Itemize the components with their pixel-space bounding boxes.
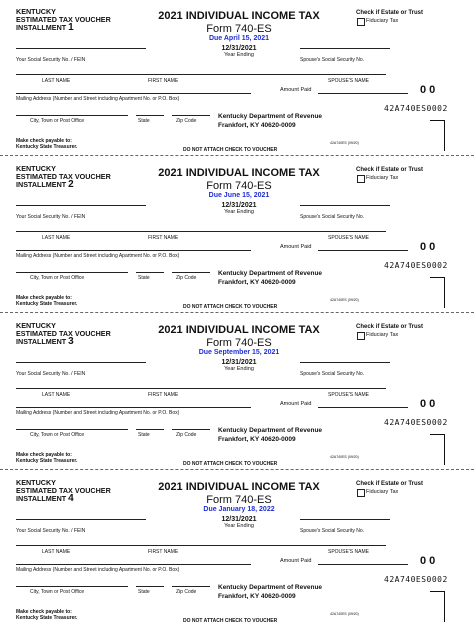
header-installment: [16, 24, 111, 32]
last-name-label: LAST NAME: [42, 392, 71, 398]
year-end-date: 12/31/2021: [221, 359, 257, 366]
payment-voucher: [0, 314, 474, 468]
installment-label: INSTALLMENT: [16, 180, 67, 189]
estate-trust-label: Check if Estate or Trust: [356, 324, 424, 330]
fiduciary-checkbox[interactable]: [357, 489, 365, 497]
due-date: Due January 18, 2022: [203, 506, 275, 513]
spouse-name-label: SPOUSE'S NAME: [328, 549, 369, 555]
spouse-name-label: SPOUSE'S NAME: [328, 78, 369, 84]
scan-line-code: 42A740ES0002: [384, 418, 448, 427]
payable-line2: Kentucky State Treasurer.: [16, 615, 78, 621]
name-field[interactable]: [16, 545, 386, 546]
address-label: Mailing Address (Number and Street including Apartment No. or P.O. Box): [16, 96, 180, 102]
fiduciary-checkbox[interactable]: [357, 18, 365, 26]
fiduciary-label: Fiduciary Tax: [366, 489, 399, 495]
cents-digits: 0 0: [420, 84, 436, 96]
do-not-attach-notice: DO NOT ATTACH CHECK TO VOUCHER: [183, 304, 278, 310]
amount-paid-label: Amount Paid: [280, 401, 312, 407]
payment-voucher: [0, 0, 474, 154]
spouse-name-label: SPOUSE'S NAME: [328, 235, 369, 241]
cents-digits: 0 0: [420, 555, 436, 567]
zip-field[interactable]: [172, 272, 210, 273]
state-field[interactable]: [136, 115, 164, 116]
installment-label: INSTALLMENT: [16, 23, 67, 32]
form-revision-code: 42A740ES (09/20): [330, 141, 359, 145]
zip-label: Zip Code: [176, 432, 197, 438]
do-not-attach-notice: DO NOT ATTACH CHECK TO VOUCHER: [183, 618, 278, 624]
payable-instructions: [16, 138, 77, 150]
year-end-date: 12/31/2021: [221, 202, 257, 209]
voucher-title: 2021 INDIVIDUAL INCOME TAX: [158, 167, 320, 179]
installment-number: 1: [68, 22, 74, 33]
address-field[interactable]: [16, 564, 251, 565]
cents-digits: 0 0: [420, 241, 436, 253]
city-label: City, Town or Post Office: [30, 118, 85, 124]
cents-digits: 0 0: [420, 398, 436, 410]
first-name-label: FIRST NAME: [148, 78, 179, 84]
spouse-ssn-field[interactable]: [300, 519, 390, 520]
year-end-date: 12/31/2021: [221, 45, 257, 52]
zip-label: Zip Code: [176, 118, 197, 124]
state-field[interactable]: [136, 586, 164, 587]
estate-trust-label: Check if Estate or Trust: [356, 167, 424, 173]
dept-city: Frankfort, KY 40620-0009: [218, 279, 296, 286]
voucher-header: [16, 479, 111, 503]
do-not-attach-notice: DO NOT ATTACH CHECK TO VOUCHER: [183, 461, 278, 467]
state-label: State: [138, 118, 150, 124]
header-state: KENTUCKY: [16, 7, 56, 16]
payment-voucher: [0, 157, 474, 311]
year-ending-label: Year Ending: [224, 52, 254, 58]
form-revision-code: 42A740ES (09/20): [330, 455, 359, 459]
header-voucher-type: ESTIMATED TAX VOUCHER: [16, 486, 111, 495]
header-installment: [16, 338, 111, 346]
dept-city: Frankfort, KY 40620-0009: [218, 436, 296, 443]
corner-bracket-mark: [430, 434, 445, 465]
mailing-address-block: [218, 583, 322, 601]
address-label: Mailing Address (Number and Street including Apartment No. or P.O. Box): [16, 410, 180, 416]
due-date: Due September 15, 2021: [198, 349, 280, 356]
city-label: City, Town or Post Office: [30, 432, 85, 438]
due-date: Due June 15, 2021: [208, 192, 270, 199]
installment-number: 2: [68, 179, 74, 190]
spouse-name-label: SPOUSE'S NAME: [328, 392, 369, 398]
do-not-attach-notice: DO NOT ATTACH CHECK TO VOUCHER: [183, 147, 278, 153]
address-field[interactable]: [16, 250, 251, 251]
spouse-ssn-field[interactable]: [300, 205, 390, 206]
amount-paid-label: Amount Paid: [280, 244, 312, 250]
dept-name: Kentucky Department of Revenue: [218, 270, 323, 277]
state-label: State: [138, 589, 150, 595]
ssn-field[interactable]: [16, 519, 146, 520]
ssn-field[interactable]: [16, 205, 146, 206]
amount-paid-label: Amount Paid: [280, 87, 312, 93]
payable-line2: Kentucky State Treasurer.: [16, 458, 78, 464]
dept-city: Frankfort, KY 40620-0009: [218, 122, 296, 129]
first-name-label: FIRST NAME: [148, 549, 179, 555]
installment-label: INSTALLMENT: [16, 337, 67, 346]
amount-field[interactable]: [318, 407, 408, 408]
estate-trust-label: Check if Estate or Trust: [356, 481, 424, 487]
payable-line1: Make check payable to:: [16, 609, 72, 615]
payment-voucher: [0, 471, 474, 625]
installment-label: INSTALLMENT: [16, 494, 67, 503]
mailing-address-block: [218, 426, 322, 444]
amount-field[interactable]: [318, 250, 408, 251]
ssn-label: Your Social Security No. / FEIN: [16, 57, 86, 63]
name-field[interactable]: [16, 231, 386, 232]
state-label: State: [138, 275, 150, 281]
address-label: Mailing Address (Number and Street including Apartment No. or P.O. Box): [16, 567, 180, 573]
scan-line-code: 42A740ES0002: [384, 261, 448, 270]
voucher-header: [16, 165, 111, 189]
dept-city: Frankfort, KY 40620-0009: [218, 593, 296, 600]
amount-field[interactable]: [318, 93, 408, 94]
address-field[interactable]: [16, 407, 251, 408]
spouse-ssn-label: Spouse's Social Security No.: [300, 57, 365, 63]
last-name-label: LAST NAME: [42, 78, 71, 84]
dept-name: Kentucky Department of Revenue: [218, 584, 323, 591]
amount-paid-label: Amount Paid: [280, 558, 312, 564]
fiduciary-label: Fiduciary Tax: [366, 332, 399, 338]
fiduciary-label: Fiduciary Tax: [366, 18, 399, 24]
city-field[interactable]: [16, 115, 128, 116]
form-name: Form 740-ES: [206, 494, 272, 506]
dept-name: Kentucky Department of Revenue: [218, 427, 323, 434]
form-name: Form 740-ES: [206, 23, 272, 35]
payable-line1: Make check payable to:: [16, 452, 72, 458]
city-field[interactable]: [16, 429, 128, 430]
state-field[interactable]: [136, 429, 164, 430]
zip-field[interactable]: [172, 115, 210, 116]
year-ending-label: Year Ending: [224, 366, 254, 372]
fiduciary-checkbox[interactable]: [357, 175, 365, 183]
header-state: KENTUCKY: [16, 164, 56, 173]
ssn-field[interactable]: [16, 362, 146, 363]
address-field[interactable]: [16, 93, 251, 94]
voucher-header: [16, 322, 111, 346]
name-field[interactable]: [16, 388, 386, 389]
city-field[interactable]: [16, 272, 128, 273]
payable-instructions: [16, 609, 77, 621]
spouse-ssn-field[interactable]: [300, 362, 390, 363]
header-voucher-type: ESTIMATED TAX VOUCHER: [16, 172, 111, 181]
ssn-label: Your Social Security No. / FEIN: [16, 371, 86, 377]
payable-instructions: [16, 295, 77, 307]
due-date: Due April 15, 2021: [208, 35, 270, 42]
spouse-ssn-label: Spouse's Social Security No.: [300, 214, 365, 220]
ssn-field[interactable]: [16, 48, 146, 49]
last-name-label: LAST NAME: [42, 235, 71, 241]
spouse-ssn-label: Spouse's Social Security No.: [300, 371, 365, 377]
header-installment: [16, 181, 111, 189]
perforation-line: [0, 469, 474, 470]
installment-number: 4: [68, 493, 74, 504]
form-revision-code: 42A740ES (09/20): [330, 298, 359, 302]
corner-bracket-mark: [430, 591, 445, 622]
year-ending-label: Year Ending: [224, 209, 254, 215]
voucher-header: [16, 8, 111, 32]
corner-bracket-mark: [430, 277, 445, 308]
spouse-ssn-field[interactable]: [300, 48, 390, 49]
ssn-label: Your Social Security No. / FEIN: [16, 214, 86, 220]
zip-label: Zip Code: [176, 589, 197, 595]
last-name-label: LAST NAME: [42, 549, 71, 555]
address-label: Mailing Address (Number and Street including Apartment No. or P.O. Box): [16, 253, 180, 259]
ssn-label: Your Social Security No. / FEIN: [16, 528, 86, 534]
form-name: Form 740-ES: [206, 180, 272, 192]
form-revision-code: 42A740ES (09/20): [330, 612, 359, 616]
scan-line-code: 42A740ES0002: [384, 104, 448, 113]
voucher-title: 2021 INDIVIDUAL INCOME TAX: [158, 324, 320, 336]
voucher-title: 2021 INDIVIDUAL INCOME TAX: [158, 481, 320, 493]
name-field[interactable]: [16, 74, 386, 75]
header-state: KENTUCKY: [16, 478, 56, 487]
city-label: City, Town or Post Office: [30, 275, 85, 281]
scan-line-code: 42A740ES0002: [384, 575, 448, 584]
payable-line1: Make check payable to:: [16, 138, 72, 144]
dept-name: Kentucky Department of Revenue: [218, 113, 323, 120]
header-state: KENTUCKY: [16, 321, 56, 330]
state-label: State: [138, 432, 150, 438]
corner-bracket-mark: [430, 120, 445, 151]
payable-instructions: [16, 452, 77, 464]
perforation-line: [0, 312, 474, 313]
payable-line2: Kentucky State Treasurer.: [16, 144, 78, 150]
zip-field[interactable]: [172, 586, 210, 587]
perforation-line: [0, 155, 474, 156]
spouse-ssn-label: Spouse's Social Security No.: [300, 528, 365, 534]
header-voucher-type: ESTIMATED TAX VOUCHER: [16, 15, 111, 24]
estate-trust-label: Check if Estate or Trust: [356, 10, 424, 16]
mailing-address-block: [218, 112, 322, 130]
state-field[interactable]: [136, 272, 164, 273]
fiduciary-label: Fiduciary Tax: [366, 175, 399, 181]
voucher-title: 2021 INDIVIDUAL INCOME TAX: [158, 10, 320, 22]
mailing-address-block: [218, 269, 322, 287]
first-name-label: FIRST NAME: [148, 392, 179, 398]
year-ending-label: Year Ending: [224, 523, 254, 529]
city-field[interactable]: [16, 586, 128, 587]
header-installment: [16, 495, 111, 503]
form-name: Form 740-ES: [206, 337, 272, 349]
payable-line2: Kentucky State Treasurer.: [16, 301, 78, 307]
year-end-date: 12/31/2021: [221, 516, 257, 523]
city-label: City, Town or Post Office: [30, 589, 85, 595]
amount-field[interactable]: [318, 564, 408, 565]
zip-field[interactable]: [172, 429, 210, 430]
installment-number: 3: [68, 336, 74, 347]
header-voucher-type: ESTIMATED TAX VOUCHER: [16, 329, 111, 338]
zip-label: Zip Code: [176, 275, 197, 281]
first-name-label: FIRST NAME: [148, 235, 179, 241]
fiduciary-checkbox[interactable]: [357, 332, 365, 340]
payable-line1: Make check payable to:: [16, 295, 72, 301]
